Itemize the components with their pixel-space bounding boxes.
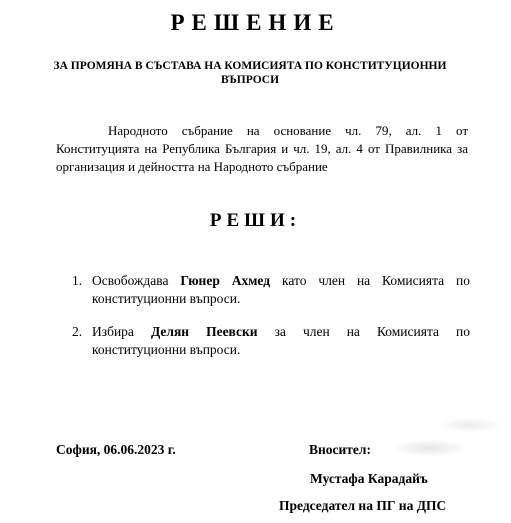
presenter-label: Вносител: [309,442,371,457]
presenter-position: Председател на ПГ на ДПС [279,498,447,513]
list-item-verb: Освобождава [92,273,169,288]
city-date: София, 06.06.2023 г. [56,442,176,457]
list-item-person: Гюнер Ахмед [180,273,271,288]
list-item-number: 1. [72,273,83,288]
document-title: РЕШЕНИЕ [170,10,341,35]
signature-blur-upper [440,418,500,432]
list-item-number: 2. [72,324,83,339]
list-item [72,272,470,308]
list-item-text [92,323,470,359]
list-item-text [92,272,470,308]
preamble-paragraph: Народното събрание на основание чл. 79, ал. 1 от Конституцията на Република България и чл. 19, ал. 4 от Правилника за организация и дейността на Народното събрание [56,123,468,174]
list-item [72,323,470,359]
list-item-person: Делян Пеевски [150,324,258,339]
resolve-heading: РЕШИ: [209,210,302,231]
presenter-name: Мустафа Карадайъ [310,471,428,486]
document-subtitle: ЗА ПРОМЯНА В СЪСТАВА НА КОМИСИЯТА ПО КОНСТИТУЦИОННИ ВЪПРОСИ [53,60,447,86]
list-item-verb: Избира [92,324,134,339]
signature-blur [395,440,465,456]
list-item-rest: за член на Комисията по конституционни въпроси. [92,324,471,357]
list-item-rest: като член на Комисията по конституционни въпроси. [92,273,471,306]
